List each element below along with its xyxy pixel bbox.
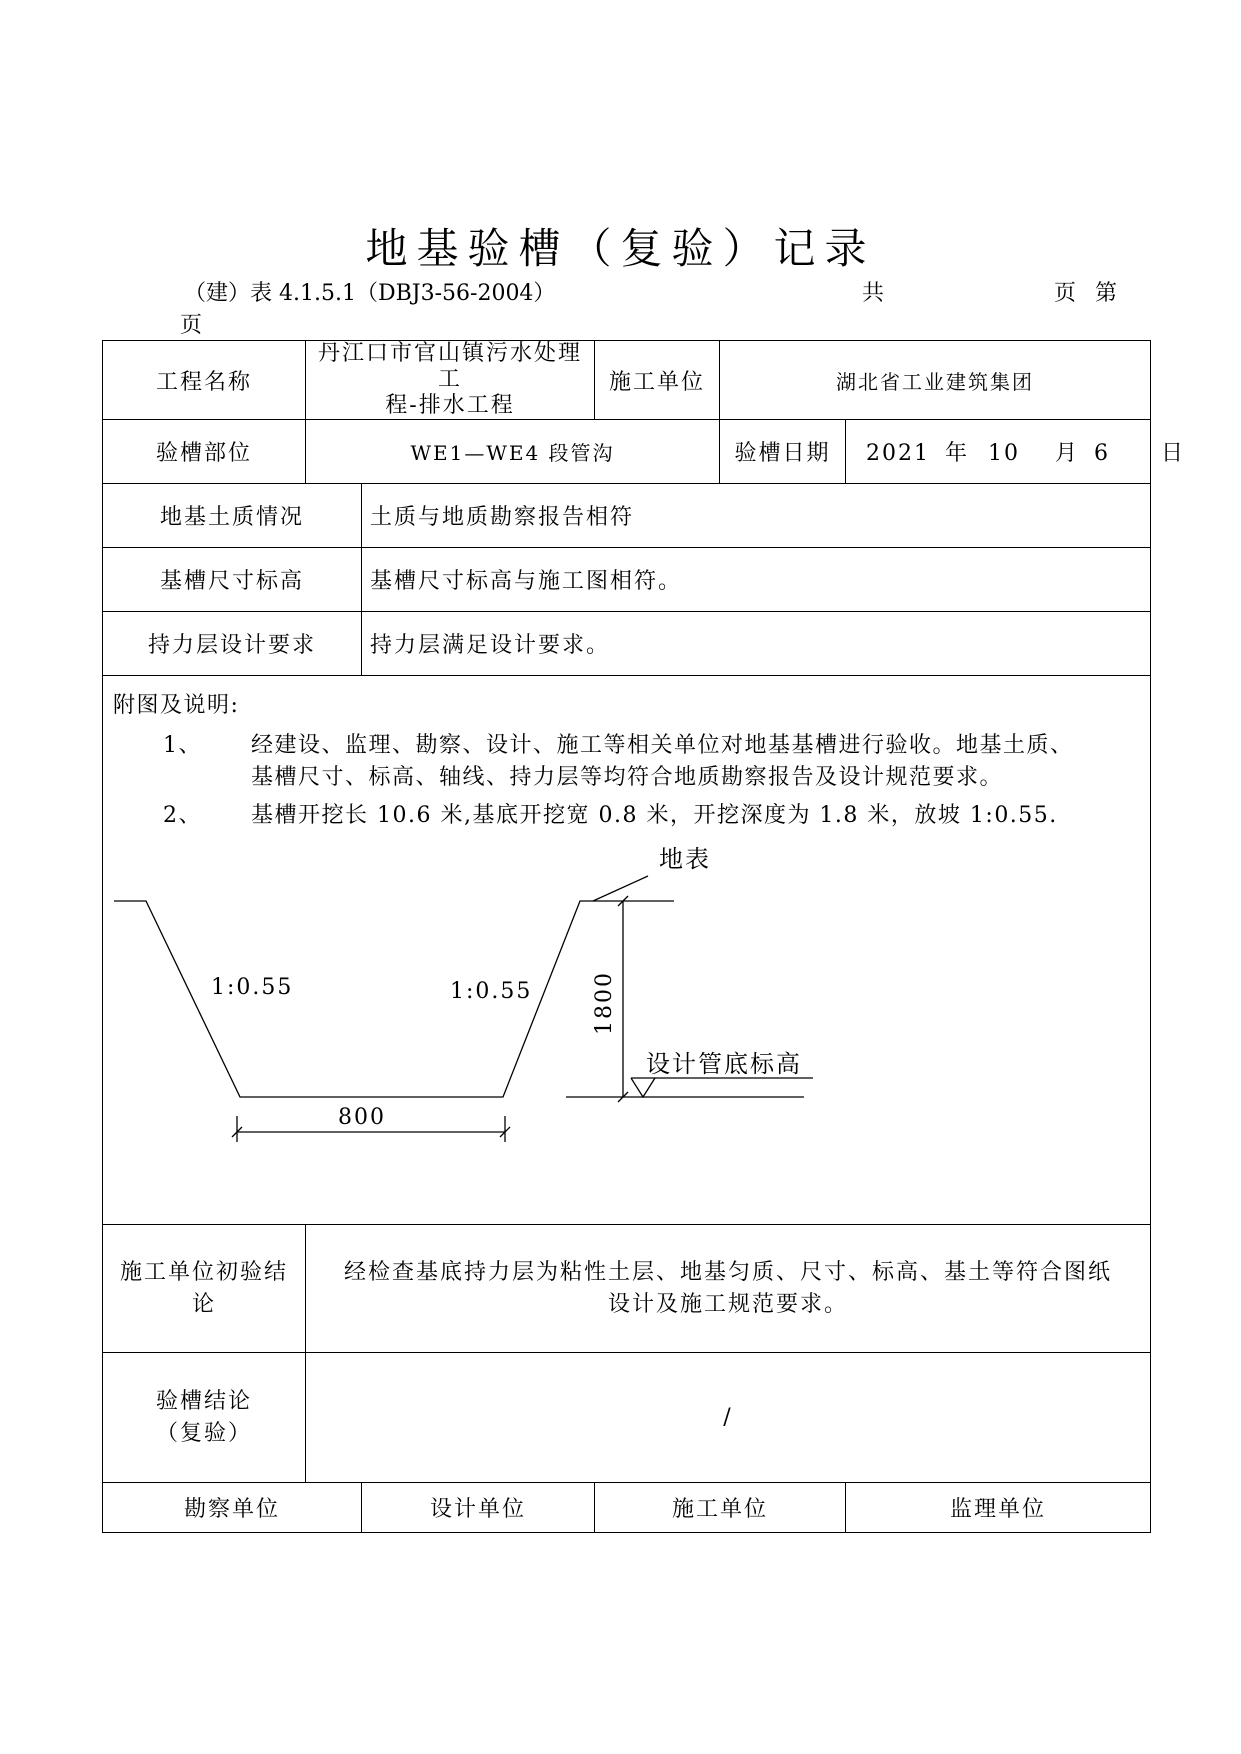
supervision-unit-signature: 监理单位 bbox=[846, 1483, 1151, 1533]
notes-heading: 附图及说明: bbox=[113, 693, 240, 718]
contractor-value: 湖北省工业建筑集团 bbox=[720, 341, 1151, 420]
final-conclusion-label: 验槽结论 （复验） bbox=[103, 1353, 306, 1483]
ground-leader-line bbox=[593, 876, 648, 901]
soil-label: 地基土质情况 bbox=[103, 484, 362, 548]
pipe-bottom-label: 设计管底标高 bbox=[646, 1050, 802, 1078]
project-name-label: 工程名称 bbox=[103, 341, 306, 420]
trench-outline bbox=[114, 901, 674, 1097]
size-label: 基槽尺寸标高 bbox=[103, 548, 362, 612]
note-1-number: 1、 bbox=[163, 733, 202, 758]
construction-unit-signature: 施工单位 bbox=[595, 1483, 846, 1533]
initial-conclusion-label: 施工单位初验结 论 bbox=[103, 1225, 306, 1353]
notes-cell bbox=[103, 676, 1151, 1225]
survey-unit-signature: 勘察单位 bbox=[103, 1483, 362, 1533]
initial-conclusion-value: 经检查基底持力层为粘性土层、地基匀质、尺寸、标高、基土等符合图纸 设计及施工规范要求。 bbox=[306, 1225, 1151, 1353]
trench-diagram bbox=[103, 676, 1151, 1224]
depth-label: 1800 bbox=[592, 971, 617, 1035]
contractor-label: 施工单位 bbox=[595, 341, 720, 420]
size-value: 基槽尺寸标高与施工图相符。 bbox=[362, 548, 1151, 612]
total-pages-label: 共 bbox=[862, 281, 885, 306]
elevation-triangle bbox=[631, 1078, 655, 1097]
page-title: 地基验槽（复验）记录 bbox=[365, 224, 876, 273]
bearing-label: 持力层设计要求 bbox=[103, 612, 362, 676]
note-1-line-1: 经建设、监理、勘察、设计、施工等相关单位对地基基槽进行验收。地基土质、 bbox=[251, 733, 1074, 758]
project-name-value: 丹江口市官山镇污水处理工 程-排水工程 bbox=[306, 341, 595, 420]
location-label: 验槽部位 bbox=[103, 420, 306, 484]
final-conclusion-value: / bbox=[306, 1353, 1151, 1483]
soil-value: 土质与地质勘察报告相符 bbox=[362, 484, 1151, 548]
page-number-label: 页 第 bbox=[1054, 281, 1123, 306]
form-code: （建）表 4.1.5.1（DBJ3-56-2004） bbox=[184, 281, 556, 306]
inspection-form bbox=[102, 340, 1186, 1533]
design-unit-signature: 设计单位 bbox=[362, 1483, 595, 1533]
ground-label: 地表 bbox=[659, 845, 711, 873]
date-value: 2021 年 10 月 6 日 bbox=[846, 420, 1151, 484]
slope-left-label: 1:0.55 bbox=[211, 975, 294, 1000]
note-1-line-2: 基槽尺寸、标高、轴线、持力层等均符合地质勘察报告及设计规范要求。 bbox=[251, 765, 1004, 790]
page-label-wrap: 页 bbox=[180, 313, 203, 338]
slope-right-label: 1:0.55 bbox=[450, 979, 533, 1004]
bottom-width-label: 800 bbox=[338, 1105, 386, 1130]
bearing-value: 持力层满足设计要求。 bbox=[362, 612, 1151, 676]
note-2-number: 2、 bbox=[163, 803, 202, 828]
note-2-line-1: 基槽开挖长 10.6 米,基底开挖宽 0.8 米，开挖深度为 1.8 米，放坡 1:0.55. bbox=[251, 803, 1058, 828]
location-value: WE1—WE4 段管沟 bbox=[306, 420, 720, 484]
date-label: 验槽日期 bbox=[720, 420, 846, 484]
